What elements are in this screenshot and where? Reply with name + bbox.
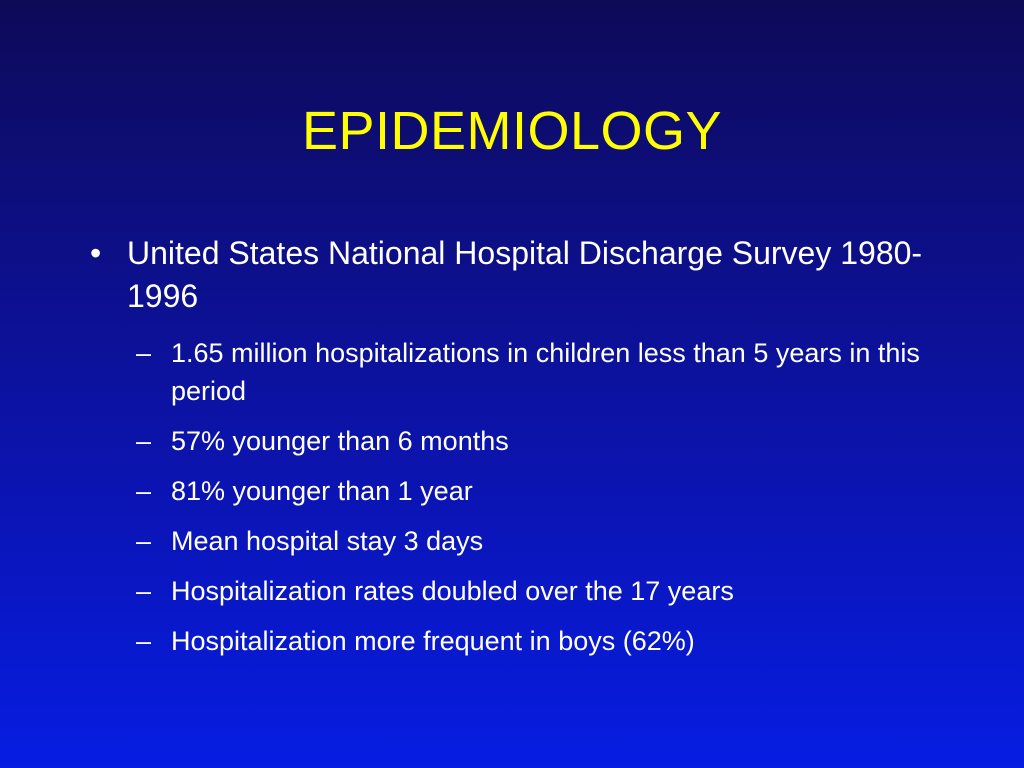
- dash-marker: –: [136, 476, 152, 506]
- bullet-marker: •: [90, 235, 102, 271]
- sub-bullet-item: [136, 422, 956, 460]
- sub-bullet-item: [136, 572, 956, 610]
- dash-marker: –: [136, 626, 152, 656]
- sub-bullet-item: [136, 472, 956, 510]
- sub-bullet-item: [136, 622, 956, 660]
- dash-marker: –: [136, 526, 152, 556]
- sub-bullet-text: 81% younger than 1 year: [171, 476, 473, 506]
- sub-bullet-text: 1.65 million hospitalizations in children less than 5 years in this period: [171, 338, 920, 406]
- sub-bullet-text: Mean hospital stay 3 days: [171, 526, 484, 556]
- bullet-text: United States National Hospital Discharge Survey 1980-1996: [127, 235, 923, 314]
- sub-bullet-item: [136, 522, 956, 560]
- sub-bullet-text: Hospitalization rates doubled over the 17 years: [171, 576, 734, 606]
- sub-bullet-list: [136, 334, 956, 672]
- main-bullet: [90, 232, 950, 318]
- bullet-item: [90, 232, 950, 318]
- sub-bullet-text: Hospitalization more frequent in boys (62%): [171, 626, 695, 656]
- sub-bullet-item: [136, 334, 956, 410]
- dash-marker: –: [136, 576, 152, 606]
- dash-marker: –: [136, 426, 152, 456]
- sub-bullet-text: 57% younger than 6 months: [171, 426, 509, 456]
- dash-marker: –: [136, 338, 152, 368]
- slide-title: EPIDEMIOLOGY: [301, 101, 723, 161]
